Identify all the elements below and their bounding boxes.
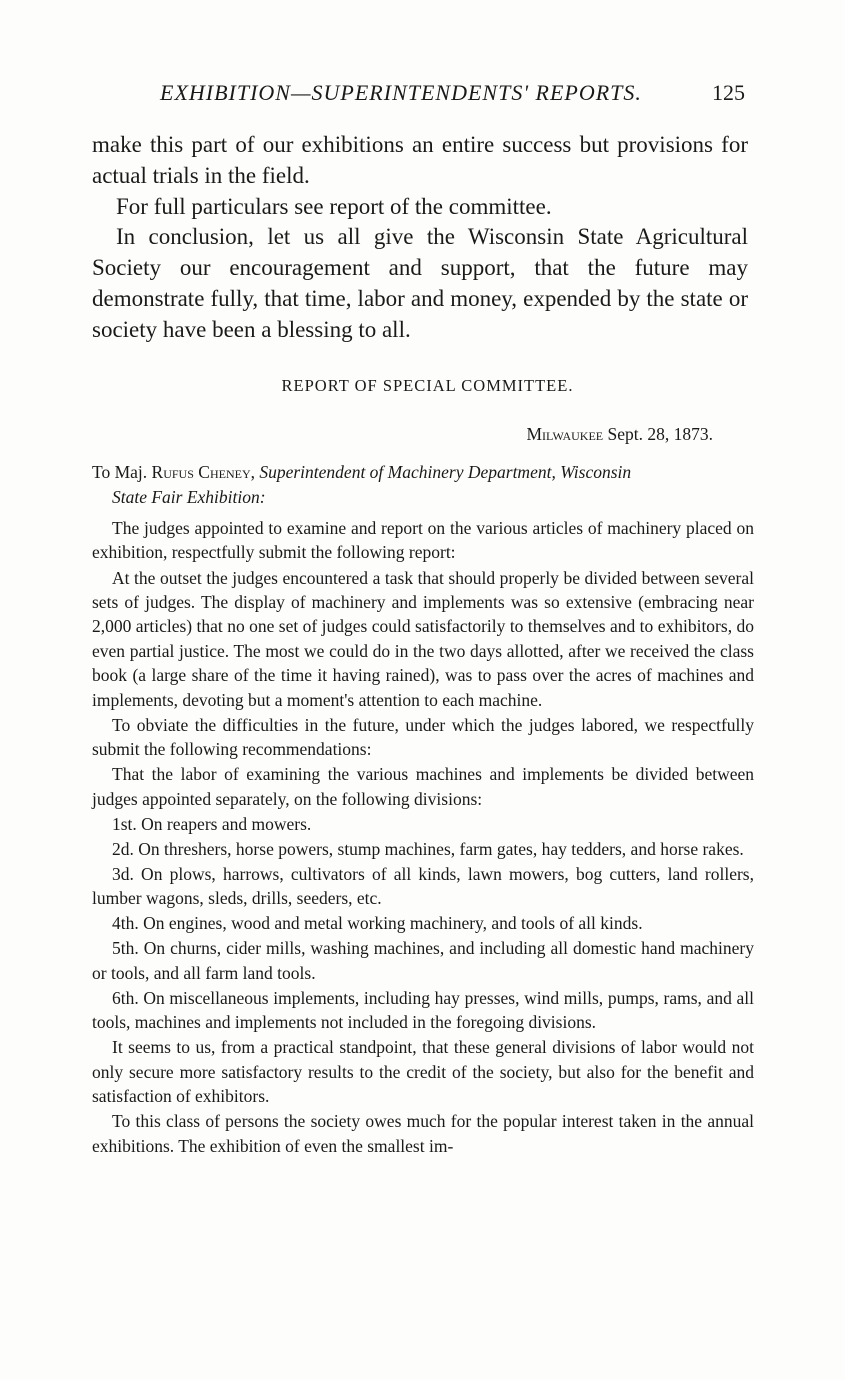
intro-paragraph-3: In conclusion, let us all give the Wisconsin State Agricultural Society our encouragement and support, that the future may demonstrate fully, that time, labor and money, expended by the state or society have been a blessing to all. bbox=[92, 224, 748, 342]
recipient-title-continued: State Fair Exhibition: bbox=[112, 487, 266, 507]
address-block bbox=[92, 460, 754, 510]
body-paragraph: That the labor of examining the various machines and implements be divided between judges appointed separately, on the following divisions: bbox=[92, 764, 754, 809]
body-paragraph: It seems to us, from a practical standpoint, that these general divisions of labor would not only secure more satisfactory results to the credit of the society, but also for the benefit and satisfaction of exhibitors. bbox=[92, 1037, 754, 1107]
salutation: To Maj. bbox=[92, 462, 148, 482]
dateline bbox=[526, 424, 713, 445]
intro-paragraph-2: For full particulars see report of the committee. bbox=[116, 193, 552, 219]
running-header-title: EXHIBITION—SUPERINTENDENTS' REPORTS. bbox=[160, 80, 642, 105]
division-item: 1st. On reapers and mowers. bbox=[112, 813, 312, 834]
body-paragraph: At the outset the judges encountered a task that should properly be divided between several sets of judges. The display of machinery and implements was so extensive (embracing near 2,000 articles) that no one set of judges could satisfactorily to themselves and to exhibitors, do even partial justice. The most we could do in the two days allotted, after we received the class book (a large share of the time it having rained), was to pass over the acres of machines and implements, devoting but a moment's attention to each machine. bbox=[92, 567, 754, 710]
division-item: 6th. On miscellaneous implements, including hay presses, wind mills, pumps, rams, and all tools, machines and implements not included in the foregoing divisions. bbox=[92, 987, 754, 1033]
report-title: REPORT OF SPECIAL COMMITTEE. bbox=[281, 376, 574, 395]
recipient-name: Rufus Cheney, bbox=[151, 462, 255, 482]
body-paragraph: To this class of persons the society owes much for the popular interest taken in the annual exhibitions. The exhibition of even the smallest im- bbox=[92, 1111, 754, 1156]
intro-paragraph-1: make this part of our exhibitions an entire success but provisions for actual trials in the field. bbox=[92, 132, 748, 188]
address-line-1 bbox=[92, 460, 754, 485]
dateline-date: Sept. 28, 1873. bbox=[607, 424, 713, 444]
page-number: 125 bbox=[712, 80, 745, 105]
body-paragraph: To obviate the difficulties in the future, under which the judges labored, we respectfully submit the following recommendations: bbox=[92, 714, 754, 760]
intro-section bbox=[92, 130, 748, 346]
recipient-title: Superintendent of Machinery Department, Wisconsin bbox=[259, 462, 632, 482]
division-item: 5th. On churns, cider mills, washing machines, and including all domestic hand machinery or tools, and all farm land tools. bbox=[92, 938, 754, 983]
dateline-place: Milwaukee bbox=[526, 424, 604, 444]
body-paragraph: The judges appointed to examine and report on the various articles of machinery placed on exhibition, respectfully submit the following report: bbox=[92, 518, 754, 563]
report-body bbox=[92, 516, 754, 1159]
division-item: 3d. On plows, harrows, cultivators of all kinds, lawn mowers, bog cutters, land rollers, lumber wagons, sleds, drills, seeders, etc. bbox=[92, 863, 754, 909]
division-item: 2d. On threshers, horse powers, stump machines, farm gates, hay tedders, and horse rakes. bbox=[112, 838, 744, 859]
division-item: 4th. On engines, wood and metal working machinery, and tools of all kinds. bbox=[112, 913, 643, 934]
